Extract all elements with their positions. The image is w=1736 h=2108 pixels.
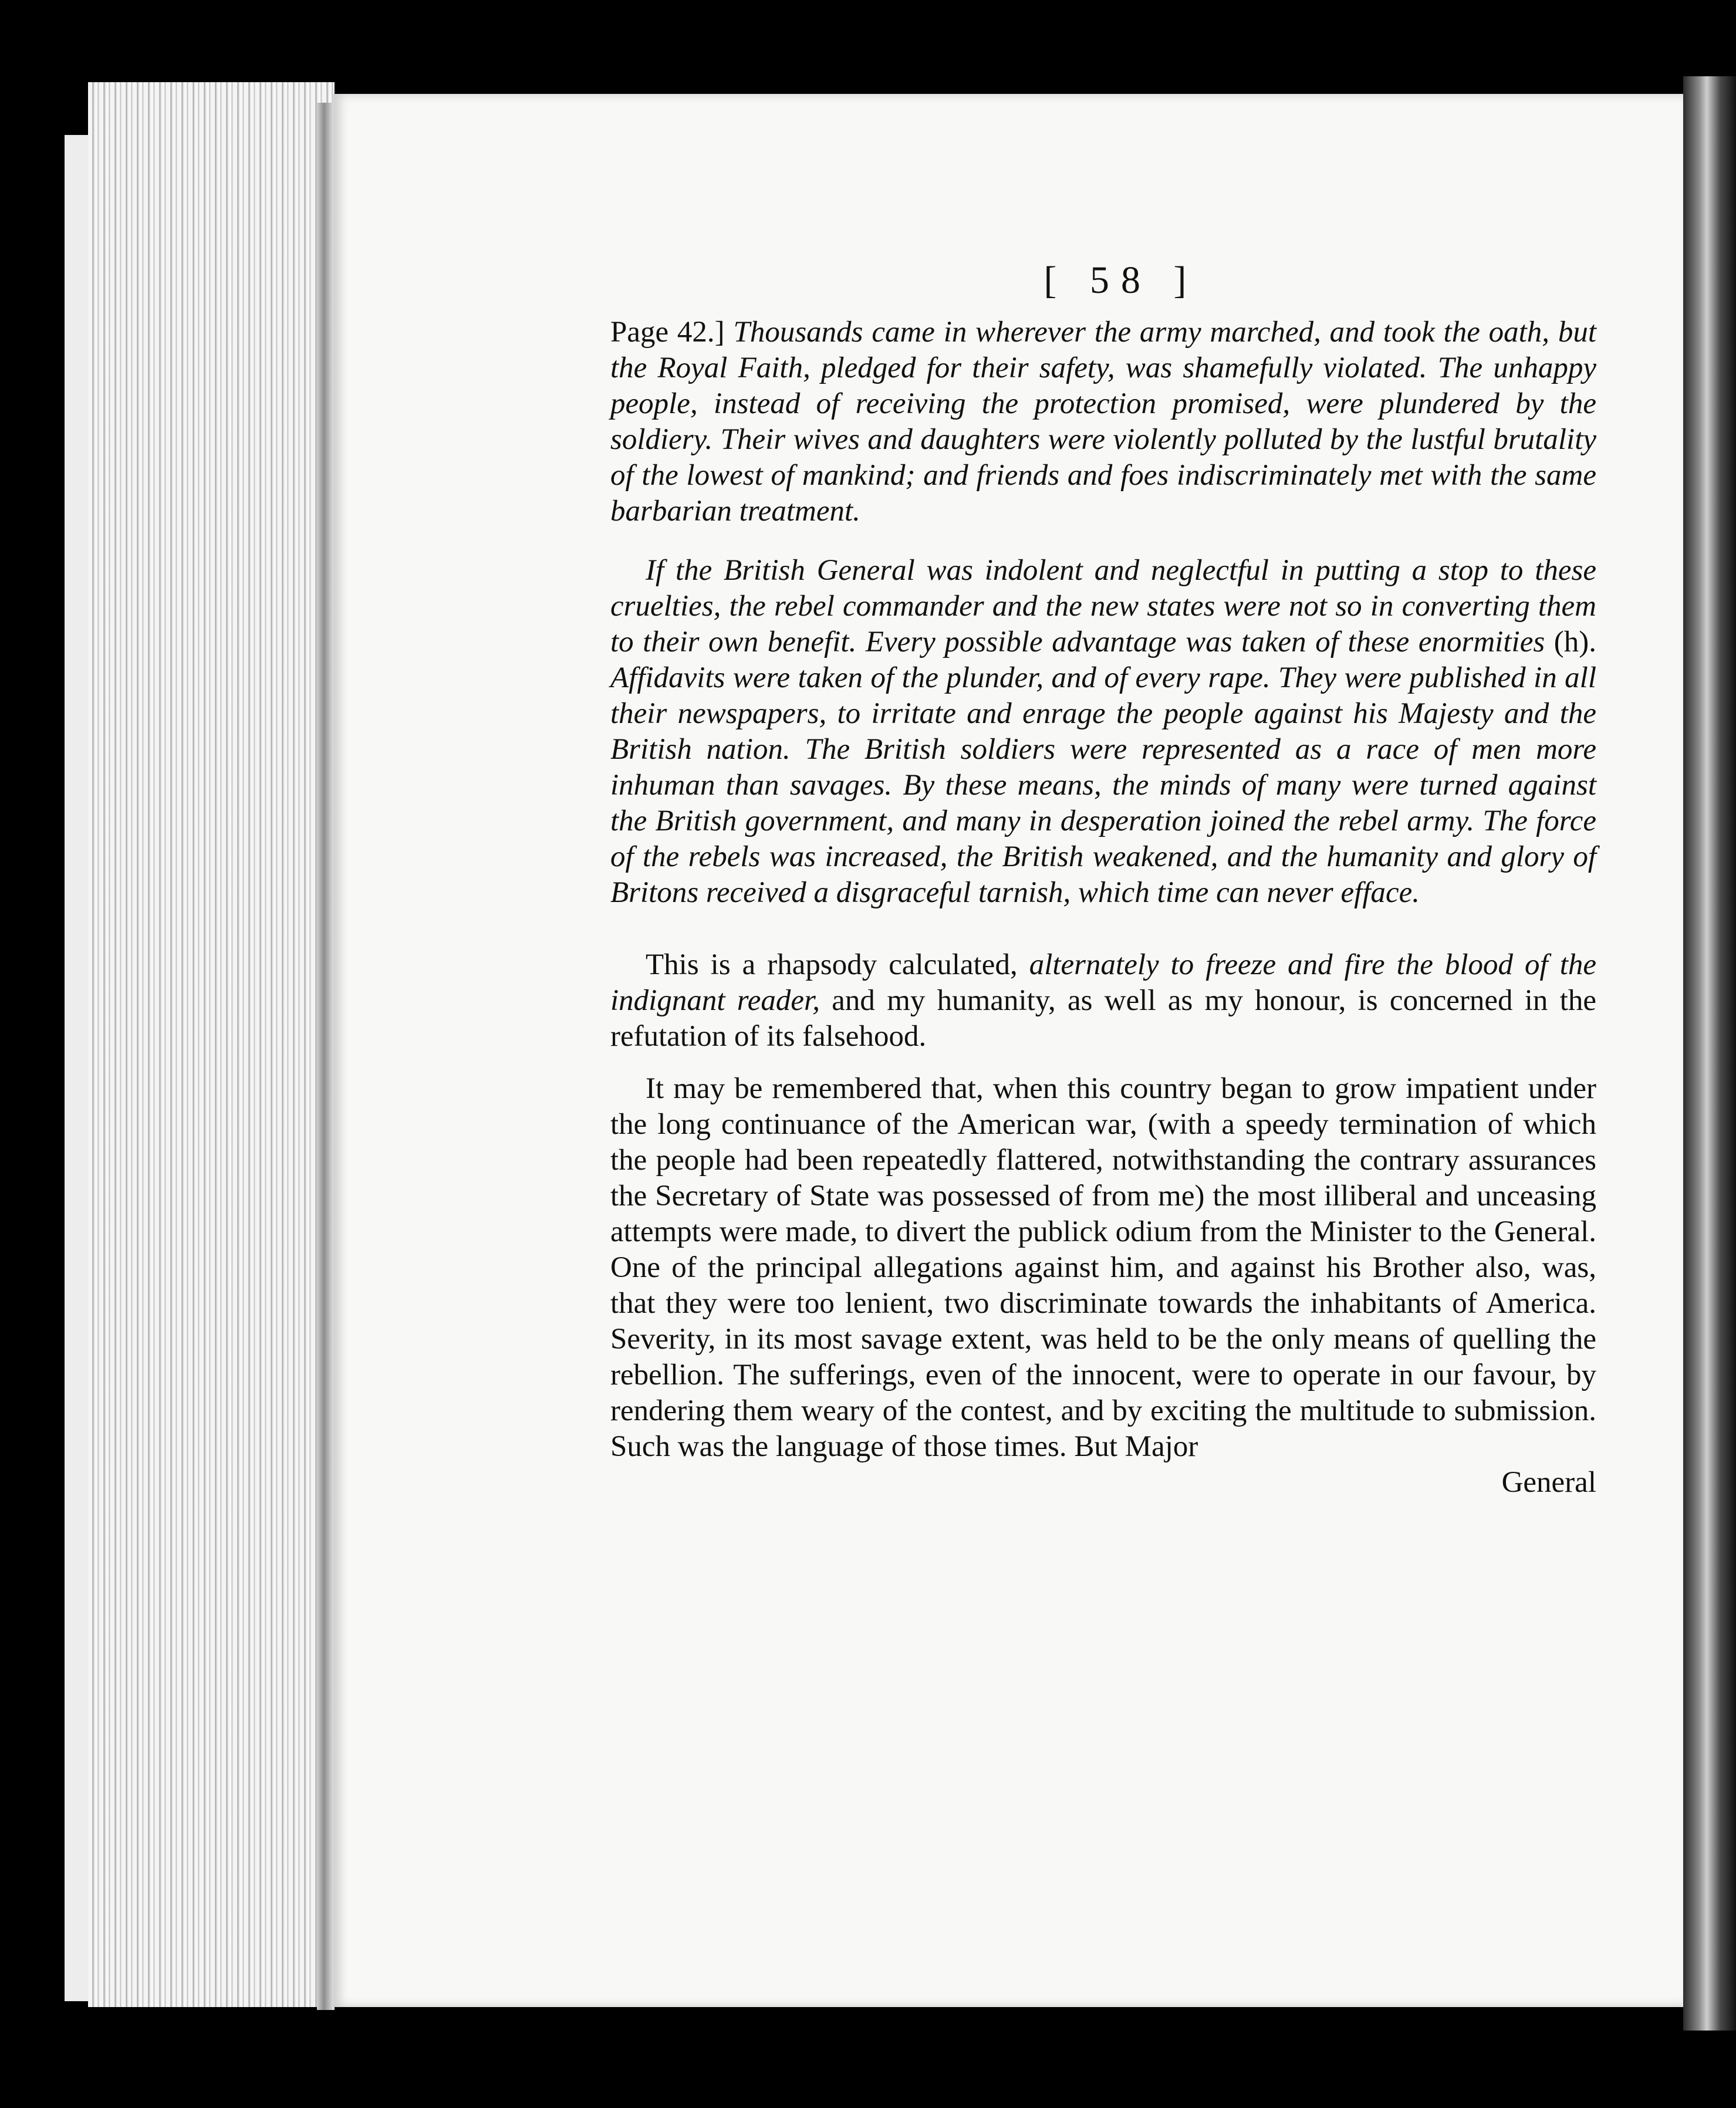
page-reference: Page 42.] bbox=[610, 316, 725, 349]
page-number: [ 58 ] bbox=[1043, 259, 1198, 302]
body-paragraph-1 bbox=[610, 947, 1596, 1055]
body-text bbox=[610, 947, 1596, 1465]
footnote-marker: (h). bbox=[1553, 626, 1597, 658]
quote-paragraph-2-part1: If the British General was indolent and neglectful in putting a stop to these cruelties, the rebel commander and the new states were not so in converting them to their own benefit. Every possible advantage was taken of these enormities bbox=[610, 554, 1596, 658]
book-right-edge bbox=[1683, 76, 1736, 2031]
body-paragraph-2: It may be remembered that, when this country began to grow impatient under the long continuance of the American war, (with a speedy termination of which the people had been repeatedly flattered, notwithstanding the contrary assurances the Secretary of State was possessed of from me) the most illiberal and unceasing attempts were made, to divert the publick odium from the Minister to the General. One of the principal allegations against him, and against his Brother also, was, that they were too lenient, two discriminate towards the inhabitants of America. Severity, in its most savage extent, was held to be the only means of quelling the rebellion. The sufferings, even of the innocent, were to operate in our favour, by rendering them weary of the contest, and by exciting the multitude to submission. Such was the language of those times. But Major bbox=[610, 1072, 1596, 1463]
quote-paragraph-2-part2: Affidavits were taken of the plunder, and of every rape. They were published in all their newspapers, to irritate and enrage the people against his Majesty and the British nation. The British soldiers were represented as a race of men more inhuman than savages. By these means, the minds of many were turned against the British government, and many in desperation joined the rebel army. The force of the rebels was increased, the British weakened, and the humanity and glory of Britons received a disgraceful tarnish, which time can never efface. bbox=[610, 661, 1596, 909]
stacked-page-edges bbox=[88, 82, 335, 2007]
body-paragraph-1-start: This is a rhapsody calculated, bbox=[646, 948, 1018, 981]
quote-paragraph-1 bbox=[610, 315, 1596, 529]
page-text bbox=[610, 258, 1596, 1501]
body-paragraph-1-end: and my humanity, as well as my honour, is concerned in the refutation of its falsehood. bbox=[610, 984, 1597, 1053]
page-gutter bbox=[317, 103, 335, 2010]
catchword: General bbox=[1501, 1466, 1596, 1499]
quote-paragraph-2 bbox=[610, 553, 1596, 911]
quoted-passage bbox=[610, 315, 1596, 911]
body-paragraph-1-italic: alternately to freeze and fire the blood of the indignant reader, bbox=[610, 948, 1596, 1017]
quote-paragraph-1-text: Thousands came in wherever the army marched, and took the oath, but the Royal Faith, pledged for their safety, was shamefully violated. The unhappy people, instead of receiving the protection promised, were plundered by the soldiery. Their wives and daughters were violently polluted by the lustful brutality of the lowest of mankind; and friends and foes indiscriminately met with the same barbarian treatment. bbox=[610, 316, 1597, 528]
